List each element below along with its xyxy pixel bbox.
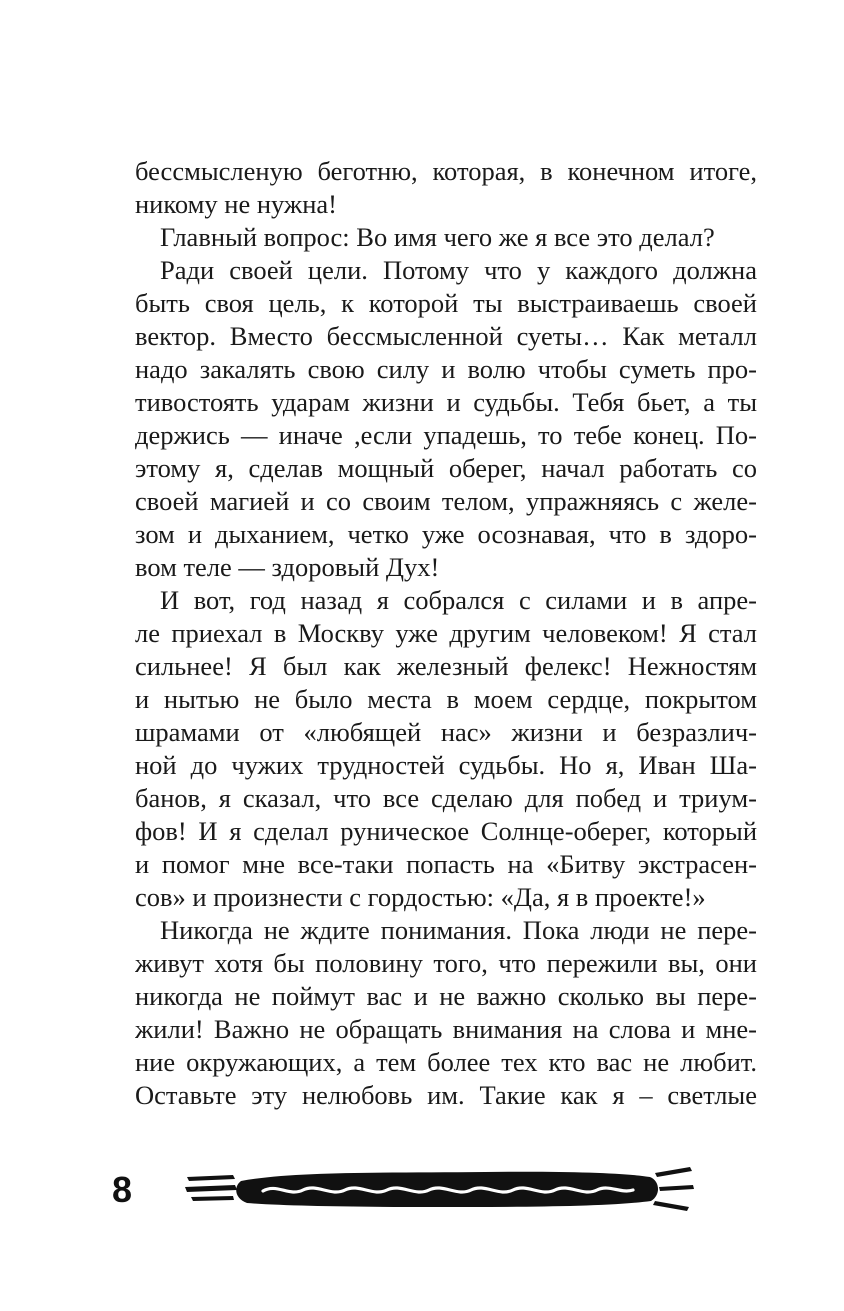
right-dashes (653, 1167, 694, 1211)
text-line: зом и дыханием, четко уже осознавая, что в здоро- (135, 519, 757, 549)
text-line: тивостоять ударам жизни и судьбы. Тебя бьет, а ты (135, 387, 757, 417)
text-line: никому не нужна! (135, 189, 338, 219)
text-line: никогда не поймут вас и не важно сколько вы пере- (135, 981, 757, 1011)
page-number: 8 (112, 1169, 133, 1210)
text-line: своей магией и со своим телом, упражняясь с желе- (135, 486, 757, 516)
text-line: и помог мне все-таки попасть на «Битву экстрасен- (135, 849, 757, 879)
text-line: Оставьте эту нелюбовь им. Такие как я – светлые (135, 1080, 757, 1110)
left-dashes (185, 1175, 237, 1201)
text-line: шрамами от «любящей нас» жизни и безразлич- (135, 717, 757, 747)
text-line: ле приехал в Москву уже другим человеком! Я стал (135, 618, 757, 648)
text-line: жили! Важно не обращать внимания на слова и мне- (135, 1014, 757, 1044)
text-line: держись — иначе ,если упадешь, то тебе конец. По- (135, 420, 757, 450)
text-line: Никогда не ждите понимания. Пока люди не пере- (160, 915, 757, 945)
text-line: Ради своей цели. Потому что у каждого должна (160, 255, 757, 285)
text-line: этому я, сделав мощный оберег, начал работать со (135, 453, 757, 483)
brush-stroke-ornament (185, 1163, 695, 1215)
text-line: надо закалять свою силу и волю чтобы суметь про- (135, 354, 757, 384)
text-line: бессмысленую беготню, которая, в конечном итоге, (135, 156, 757, 186)
text-line: Главный вопрос: Во имя чего же я все это делал? (160, 222, 715, 252)
text-line: и нытью не было места в моем сердце, покрытом (135, 684, 757, 714)
text-line: ной до чужих трудностей судьбы. Но я, Иван Ша- (135, 750, 757, 780)
body-text (135, 155, 757, 1112)
text-line: живут хотя бы половину того, что пережили вы, они (135, 948, 757, 978)
text-line: сильнее! Я был как железный фелекс! Нежностям (135, 651, 757, 681)
text-line: ние окружающих, а тем более тех кто вас не любит. (135, 1047, 757, 1077)
text-line: быть своя цель, к которой ты выстраиваешь своей (135, 288, 757, 318)
text-line: сов» и произнести с гордостью: «Да, я в проекте!» (135, 882, 706, 912)
text-line: банов, я сказал, что все сделаю для побед и триум- (135, 783, 757, 813)
text-line: И вот, год назад я собрался с силами и в апре- (160, 585, 757, 615)
text-line: вектор. Вместо бессмысленной суеты… Как металл (135, 321, 757, 351)
text-line: фов! И я сделал руническое Солнце-оберег, который (135, 816, 757, 846)
text-line: вом теле — здоровый Дух! (135, 552, 440, 582)
